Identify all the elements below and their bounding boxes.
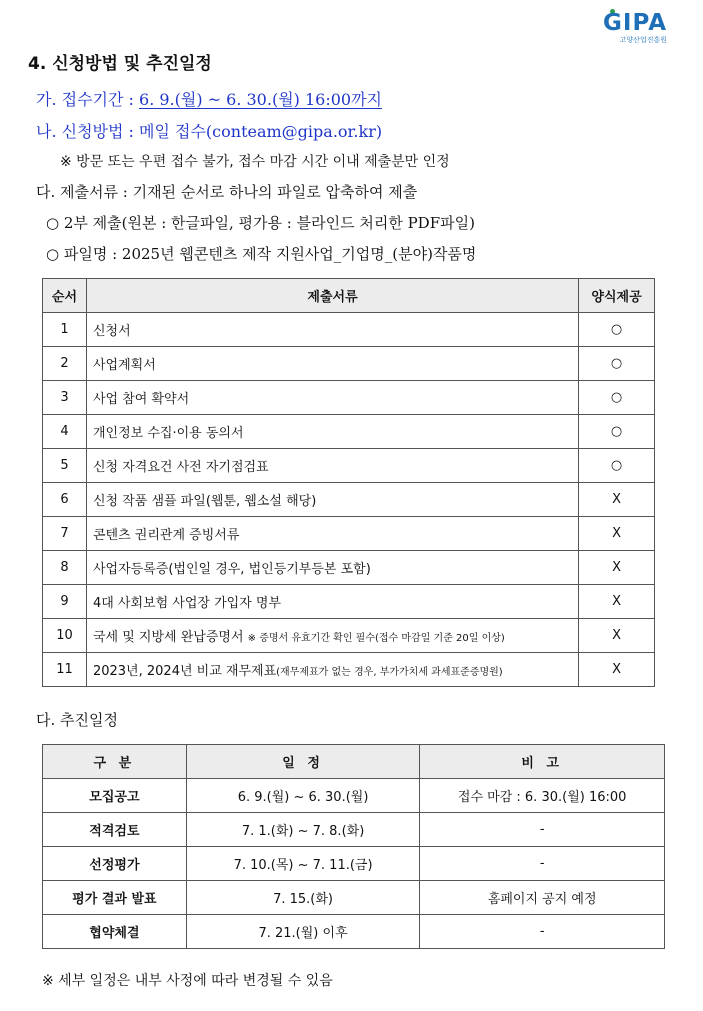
doc-name	[86, 551, 578, 585]
doc-order: 10	[43, 619, 87, 653]
doc-order: 4	[43, 415, 87, 449]
schedule-date: 6. 9.(월) ~ 6. 30.(월)	[186, 779, 420, 813]
schedule-item: 평가 결과 발표	[43, 881, 187, 915]
schedule-remark: 홈페이지 공지 예정	[420, 881, 665, 915]
doc-name-text: 2023년, 2024년 비교 재무제표	[92, 664, 277, 679]
schedule-remark: -	[420, 813, 665, 847]
table-row	[43, 619, 655, 653]
header-schedule: 일 정	[186, 745, 420, 779]
doc-name	[86, 449, 578, 483]
table-row	[43, 779, 665, 813]
schedule-date: 7. 1.(화) ~ 7. 8.(화)	[186, 813, 420, 847]
schedule-item: 선정평가	[43, 847, 187, 881]
schedule-remark: 접수 마감 : 6. 30.(월) 16:00	[420, 779, 665, 813]
table-row	[43, 483, 655, 517]
schedule-date: 7. 15.(화)	[186, 881, 420, 915]
gipa-logo	[567, 10, 667, 44]
period-value: 6. 9.(월) ~ 6. 30.(월) 16:00까지	[139, 90, 382, 109]
doc-name-text: 사업자등록증(법인일 경우, 법인등기부등본 포함)	[92, 562, 371, 577]
schedule-heading: 다. 추진일정	[36, 711, 118, 729]
method-note: ※ 방문 또는 우편 접수 불가, 접수 마감 시간 이내 제출분만 인정	[60, 154, 450, 170]
table-row	[43, 881, 665, 915]
header-order: 순서	[43, 279, 87, 313]
doc-form-provided: X	[579, 619, 655, 653]
doc-name-text: 콘텐츠 권리관계 증빙서류	[92, 528, 240, 543]
doc-order: 8	[43, 551, 87, 585]
footer-note: ※ 세부 일정은 내부 사정에 따라 변경될 수 있음	[42, 973, 333, 989]
doc-form-provided: X	[579, 551, 655, 585]
doc-name	[86, 415, 578, 449]
doc-name	[86, 483, 578, 517]
doc-form-provided: X	[579, 585, 655, 619]
doc-name	[86, 381, 578, 415]
table-row	[43, 585, 655, 619]
schedule-date: 7. 10.(목) ~ 7. 11.(금)	[186, 847, 420, 881]
doc-name-text: 사업계획서	[92, 358, 156, 373]
schedule-item: 협약체결	[43, 915, 187, 949]
table-row	[43, 813, 665, 847]
header-document: 제출서류	[86, 279, 578, 313]
table-row	[43, 915, 665, 949]
table-row	[43, 415, 655, 449]
doc-form-provided: X	[579, 483, 655, 517]
doc-name-text: 개인정보 수집·이용 동의서	[92, 426, 244, 441]
schedule-remark: -	[420, 915, 665, 949]
header-category: 구 분	[43, 745, 187, 779]
table-row	[43, 347, 655, 381]
table-row	[43, 551, 655, 585]
schedule-header-row	[43, 745, 665, 779]
doc-form-provided: ○	[579, 313, 655, 347]
table-row	[43, 517, 655, 551]
schedule-remark: -	[420, 847, 665, 881]
doc-name-text: 신청 자격요건 사전 자기점검표	[92, 460, 269, 475]
schedule-item: 모집공고	[43, 779, 187, 813]
doc-name-note: ※ 증명서 유효기간 확인 필수(접수 마감일 기준 20일 이상)	[247, 633, 505, 644]
schedule-table	[42, 744, 665, 949]
doc-order: 6	[43, 483, 87, 517]
section-title: 4. 신청방법 및 추진일정	[28, 54, 212, 74]
docs-bullet-2: ○ 파일명 : 2025년 웹콘텐츠 제작 지원사업_기업명_(분야)작품명	[46, 245, 477, 263]
doc-form-provided: ○	[579, 347, 655, 381]
doc-order: 7	[43, 517, 87, 551]
doc-order: 9	[43, 585, 87, 619]
doc-order: 3	[43, 381, 87, 415]
period-line	[36, 87, 382, 110]
logo-sub-text: 고양산업진흥원	[619, 36, 667, 44]
doc-name-note: (재무제표가 없는 경우, 부가가치세 과세표준증명원)	[276, 667, 503, 678]
doc-name-text: 신청서	[92, 324, 131, 339]
table-row	[43, 653, 655, 687]
docs-heading: 다. 제출서류 : 기재된 순서로 하나의 파일로 압축하여 제출	[36, 183, 418, 201]
doc-name	[86, 619, 578, 653]
doc-name-text: 사업 참여 확약서	[92, 392, 190, 407]
header-remark: 비 고	[420, 745, 665, 779]
documents-header-row	[43, 279, 655, 313]
table-row	[43, 449, 655, 483]
doc-form-provided: X	[579, 653, 655, 687]
header-form-provided: 양식제공	[579, 279, 655, 313]
doc-form-provided: X	[579, 517, 655, 551]
documents-table	[42, 278, 655, 687]
doc-order: 11	[43, 653, 87, 687]
doc-name	[86, 313, 578, 347]
table-row	[43, 381, 655, 415]
table-row	[43, 847, 665, 881]
doc-name-text: 4대 사회보험 사업장 가입자 명부	[92, 596, 282, 611]
schedule-date: 7. 21.(월) 이후	[186, 915, 420, 949]
method-line: 나. 신청방법 : 메일 접수(conteam@gipa.or.kr)	[36, 122, 383, 141]
doc-form-provided: ○	[579, 415, 655, 449]
doc-order: 1	[43, 313, 87, 347]
doc-name-text: 신청 작품 샘플 파일(웹툰, 웹소설 해당)	[92, 494, 317, 509]
doc-form-provided: ○	[579, 381, 655, 415]
docs-bullet-1: ○ 2부 제출(원본 : 한글파일, 평가용 : 블라인드 처리한 PDF파일)	[46, 214, 475, 232]
doc-name-text: 국세 및 지방세 완납증명서	[92, 630, 248, 645]
logo-main-text: GIPA	[603, 10, 667, 36]
doc-name	[86, 585, 578, 619]
table-row	[43, 313, 655, 347]
doc-name	[86, 517, 578, 551]
doc-order: 5	[43, 449, 87, 483]
doc-order: 2	[43, 347, 87, 381]
doc-form-provided: ○	[579, 449, 655, 483]
schedule-item: 적격검토	[43, 813, 187, 847]
doc-name	[86, 347, 578, 381]
doc-name	[86, 653, 578, 687]
period-label: 가. 접수기간 :	[36, 90, 140, 109]
